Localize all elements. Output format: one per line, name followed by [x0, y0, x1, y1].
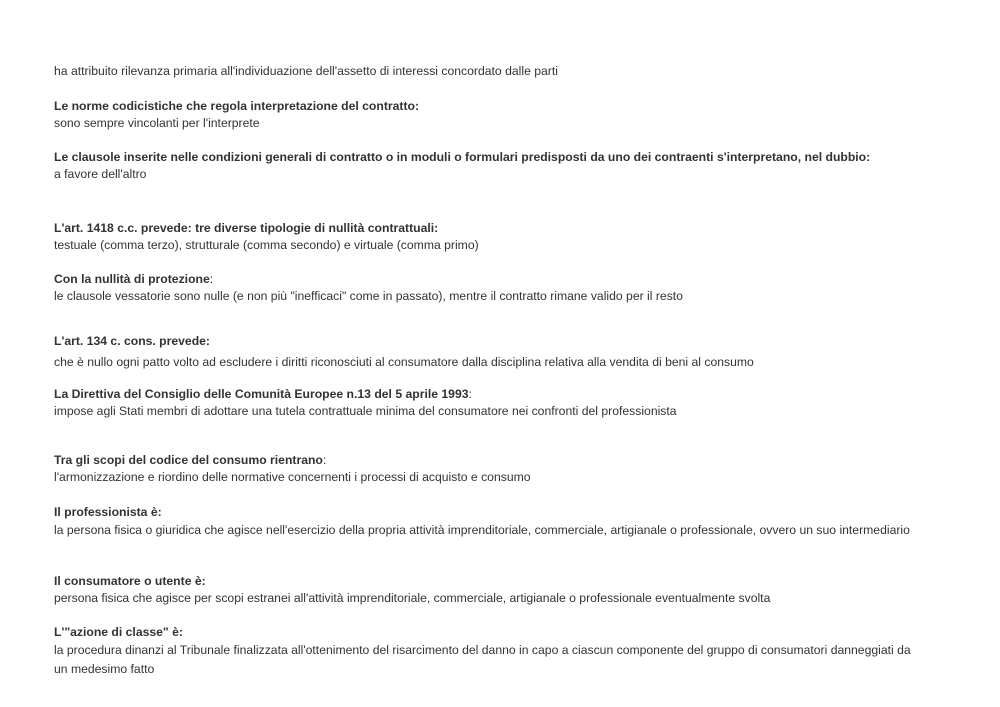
question-text: L'art. 134 c. cons. prevede: [54, 334, 210, 348]
answer-text: l'armonizzazione e riordino delle normative concernenti i processi di acquisto e consumo [54, 470, 531, 484]
question-text: Il consumatore o utente è: [54, 574, 206, 588]
qa-item-9 [54, 573, 914, 607]
qa-item-5 [54, 333, 914, 371]
qa-item-6 [54, 386, 914, 420]
qa-item-4 [54, 271, 914, 305]
answer-text: sono sempre vincolanti per l'interprete [54, 116, 260, 130]
qa-item-8 [54, 504, 914, 539]
question-text: Tra gli scopi del codice del consumo rientrano: [54, 453, 327, 467]
qa-item-3 [54, 220, 914, 254]
qa-item-2 [54, 149, 914, 183]
qa-item-7 [54, 452, 914, 486]
answer-text: le clausole vessatorie sono nulle (e non più "inefficaci" come in passato), mentre il contratto rimane valido per il resto [54, 289, 683, 303]
question-text: Le clausole inserite nelle condizioni generali di contratto o in moduli o formulari predisposti da uno dei contraenti s'interpretano, nel dubbio: [54, 150, 871, 164]
answer-text: la persona fisica o giuridica che agisce nell'esercizio della propria attività imprenditoriale, commerciale, artigianale o professionale, ovvero un suo intermediario [54, 523, 910, 537]
answer-text: testuale (comma terzo), strutturale (comma secondo) e virtuale (comma primo) [54, 238, 479, 252]
intro-text: ha attribuito rilevanza primaria all'individuazione dell'assetto di interessi concordato dalle parti [54, 64, 558, 78]
intro-answer [54, 63, 914, 80]
question-text: Il professionista è: [54, 505, 162, 519]
question-text: La Direttiva del Consiglio delle Comunità Europee n.13 del 5 aprile 1993: [54, 387, 472, 401]
question-text: Le norme codicistiche che regola interpretazione del contratto: [54, 99, 420, 113]
question-text: L'"azione di classe" è: [54, 625, 183, 639]
question-text: Con la nullità di protezione: [54, 272, 214, 286]
qa-item-10 [54, 624, 914, 679]
question-text: L'art. 1418 c.c. prevede: tre diverse tipologie di nullità contrattuali: [54, 221, 439, 235]
qa-item-1 [54, 98, 914, 132]
answer-text: a favore dell'altro [54, 167, 147, 181]
answer-text: persona fisica che agisce per scopi estranei all'attività imprenditoriale, commerciale, artigianale o professionale eventualmente svolta [54, 591, 771, 605]
answer-text: che è nullo ogni patto volto ad escludere i diritti riconosciuti al consumatore dalla disciplina relativa alla vendita di beni al consumo [54, 355, 754, 369]
answer-text: impose agli Stati membri di adottare una tutela contrattuale minima del consumatore nei confronti del professionista [54, 404, 677, 418]
answer-text: la procedura dinanzi al Tribunale finalizzata all'ottenimento del risarcimento del danno in capo a ciascun componente del gruppo di consumatori danneggiati da un medesimo fatto [54, 643, 911, 676]
